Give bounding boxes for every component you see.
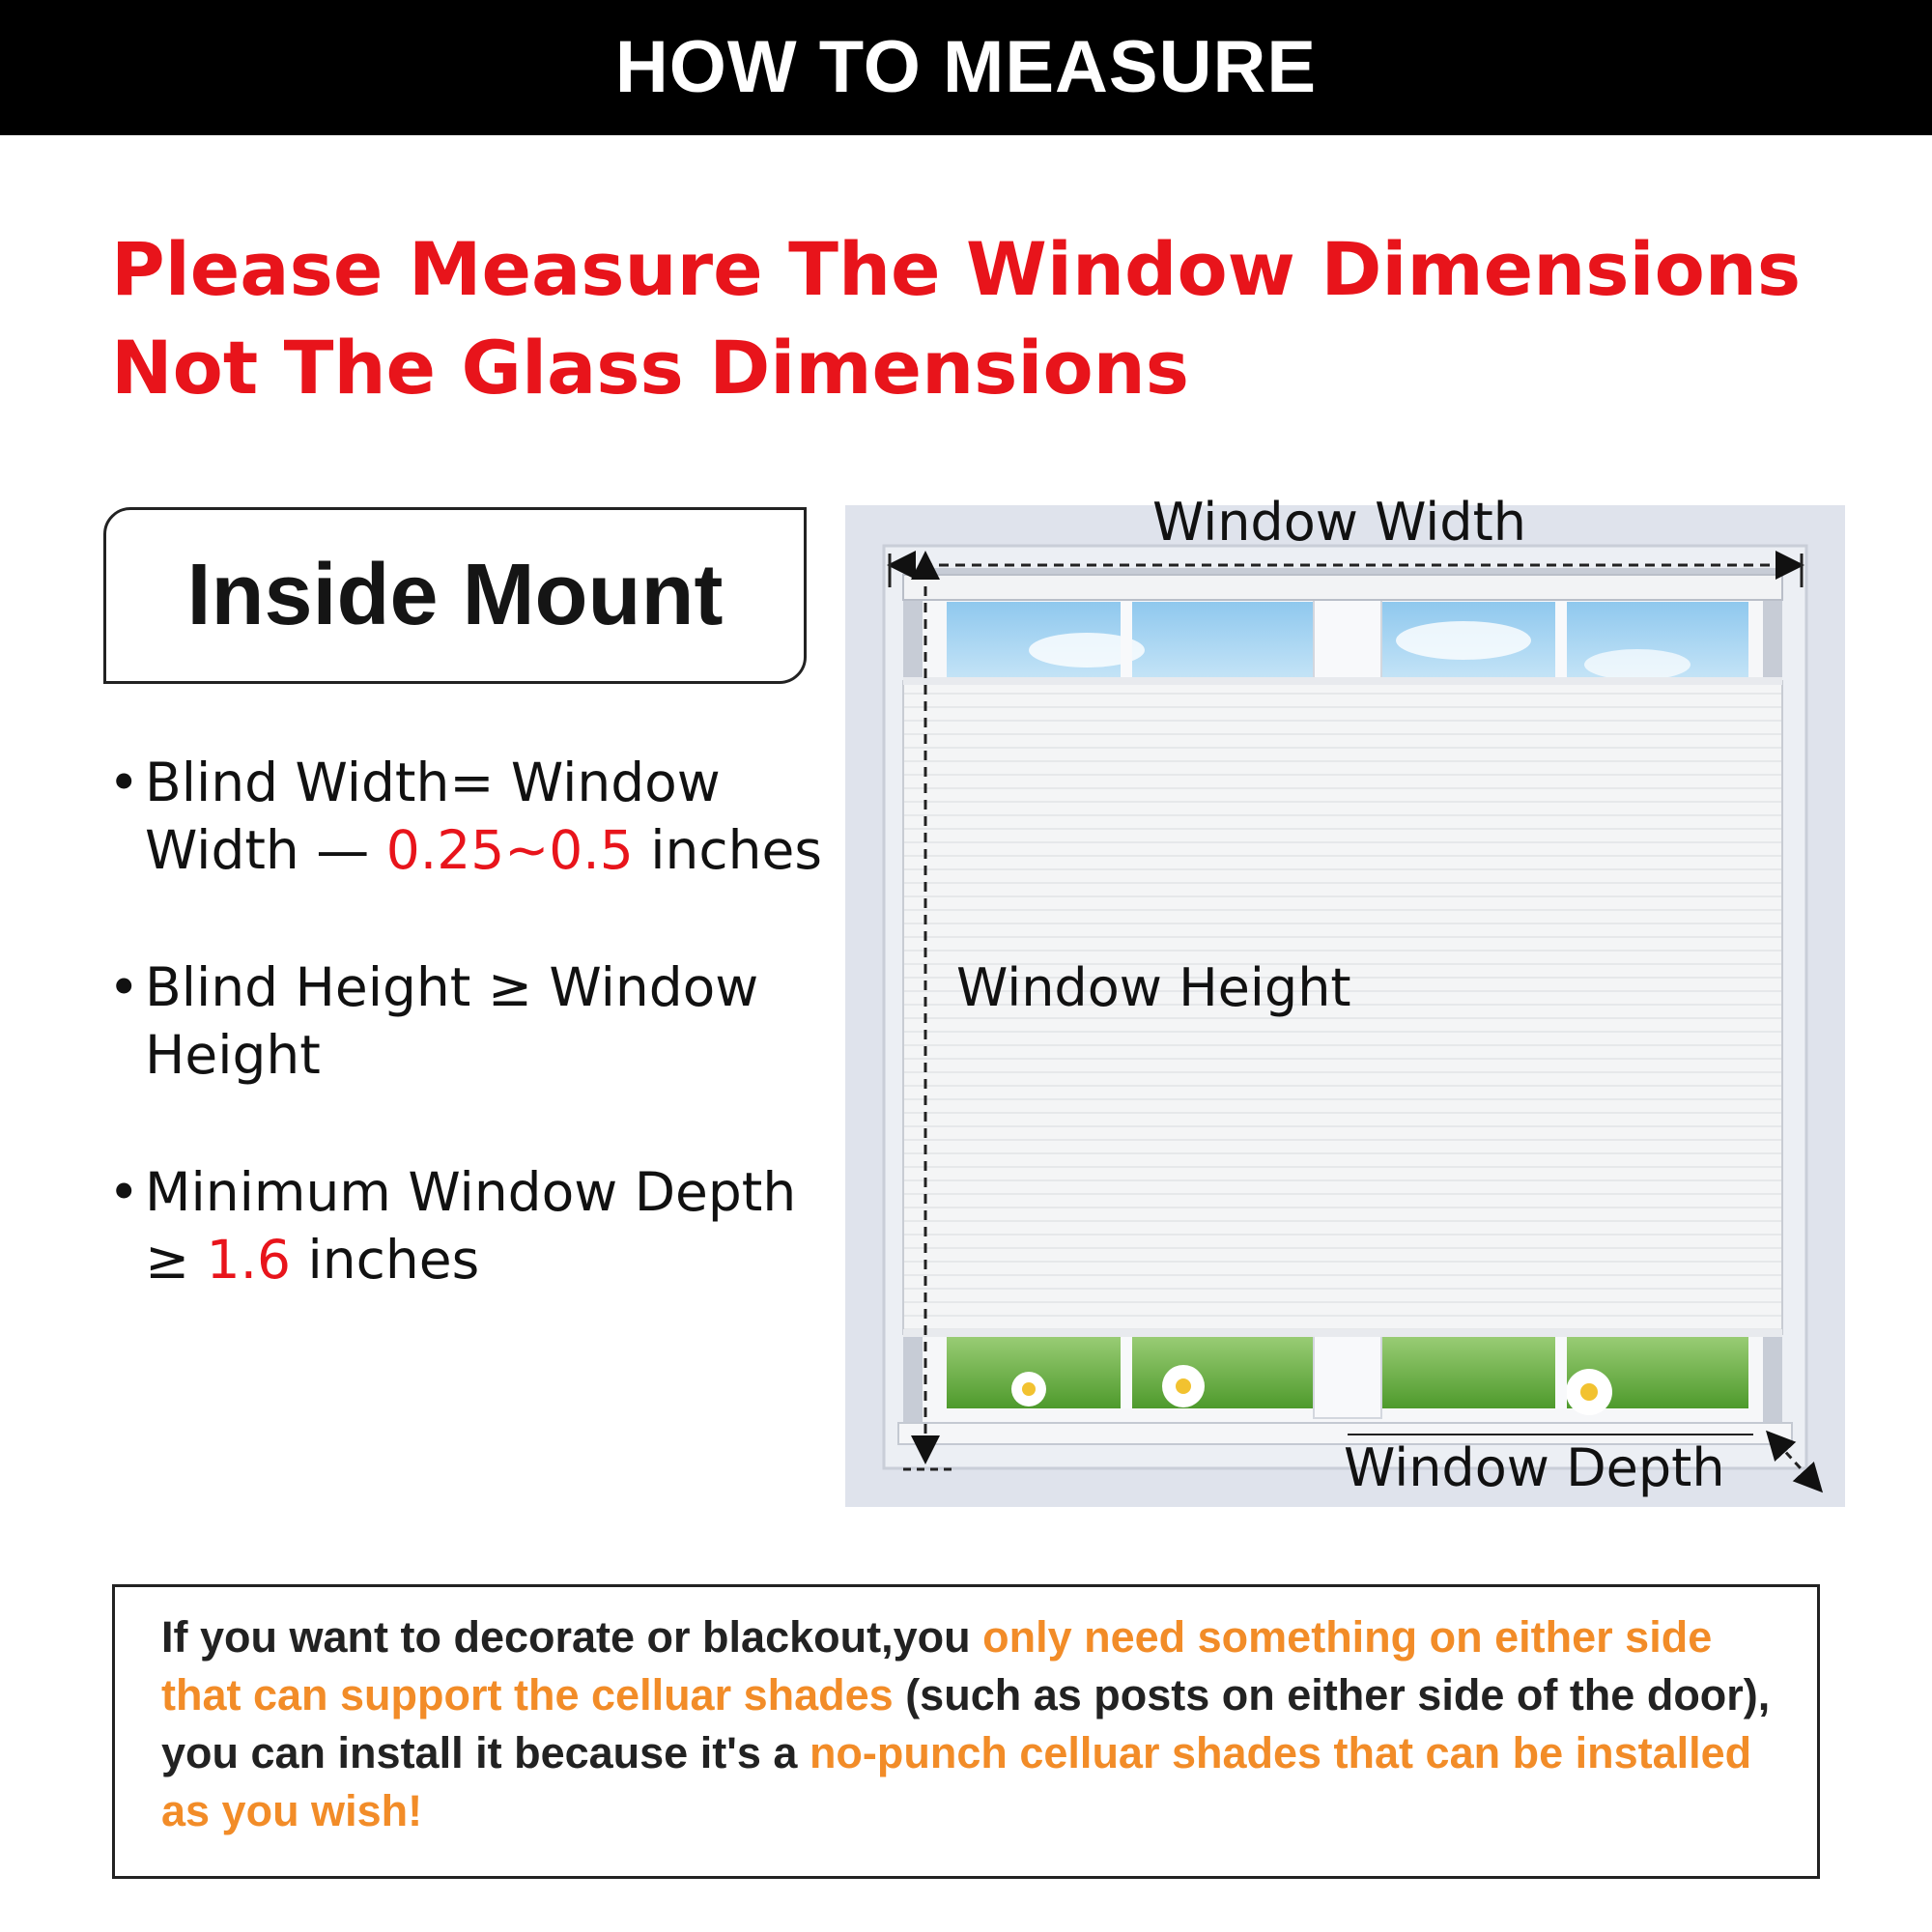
daisy-center [1176,1378,1191,1394]
rule-text-line: Minimum Window Depth [145,1161,797,1223]
rule-text-line [145,816,823,884]
rule-text: Width — [145,819,386,881]
window-diagram [845,492,1845,1507]
headline-line-1: Please Measure The Window Dimensions [111,226,1802,312]
note-text: (such as posts on either side of the door), you can install it because it's a [161,1670,1771,1777]
rule-window-depth [108,1158,823,1293]
glass-pane [947,1331,1319,1408]
cloud [1396,621,1531,660]
headline [111,220,1801,417]
rule-text-line: Height [145,1024,321,1086]
rule-value: 1.6 [206,1229,292,1291]
installation-note-text [161,1608,1804,1840]
bullet-dot: • [108,956,140,1018]
daisy-center [1580,1383,1598,1401]
rule-text-line [145,1226,823,1293]
page-title: HOW TO MEASURE [614,26,1318,108]
note-text: If you want to decorate or blackout,you [161,1612,983,1662]
window-width-label: Window Width [1152,492,1526,553]
note-highlight: only need something on either side that can support the celluar shades [161,1612,1713,1719]
headline-line-2: Not The Glass Dimensions [111,325,1190,411]
rule-unit: inches [291,1229,480,1291]
window-height-label: Window Height [956,957,1351,1018]
note-highlight: no-punch celluar shades that can be installed as you wish! [161,1728,1752,1835]
shade-top-bar [903,677,1782,685]
shade-bottom-bar [903,1329,1782,1337]
rule-text: ≥ [145,1229,207,1291]
rule-blind-width [108,749,823,884]
rule-blind-height [108,953,823,1089]
bullet-dot: • [108,1161,140,1223]
pane-divider [1555,1331,1567,1408]
rule-value: 0.25~0.5 [385,819,634,881]
measurement-rules [108,749,823,1363]
rule-text-line: Blind Width= Window [145,752,721,813]
daisy-center [1022,1382,1036,1396]
window-depth-label: Window Depth [1344,1437,1725,1498]
top-rail [903,575,1782,600]
cloud [1584,649,1690,680]
inside-mount-label: Inside Mount [186,547,724,643]
bullet-dot: • [108,752,140,813]
installation-note [112,1584,1820,1879]
pane-divider [1121,1331,1132,1408]
rule-unit: inches [633,819,822,881]
inside-mount-badge [103,507,807,684]
rule-text-line: Blind Height ≥ Window [145,956,759,1018]
